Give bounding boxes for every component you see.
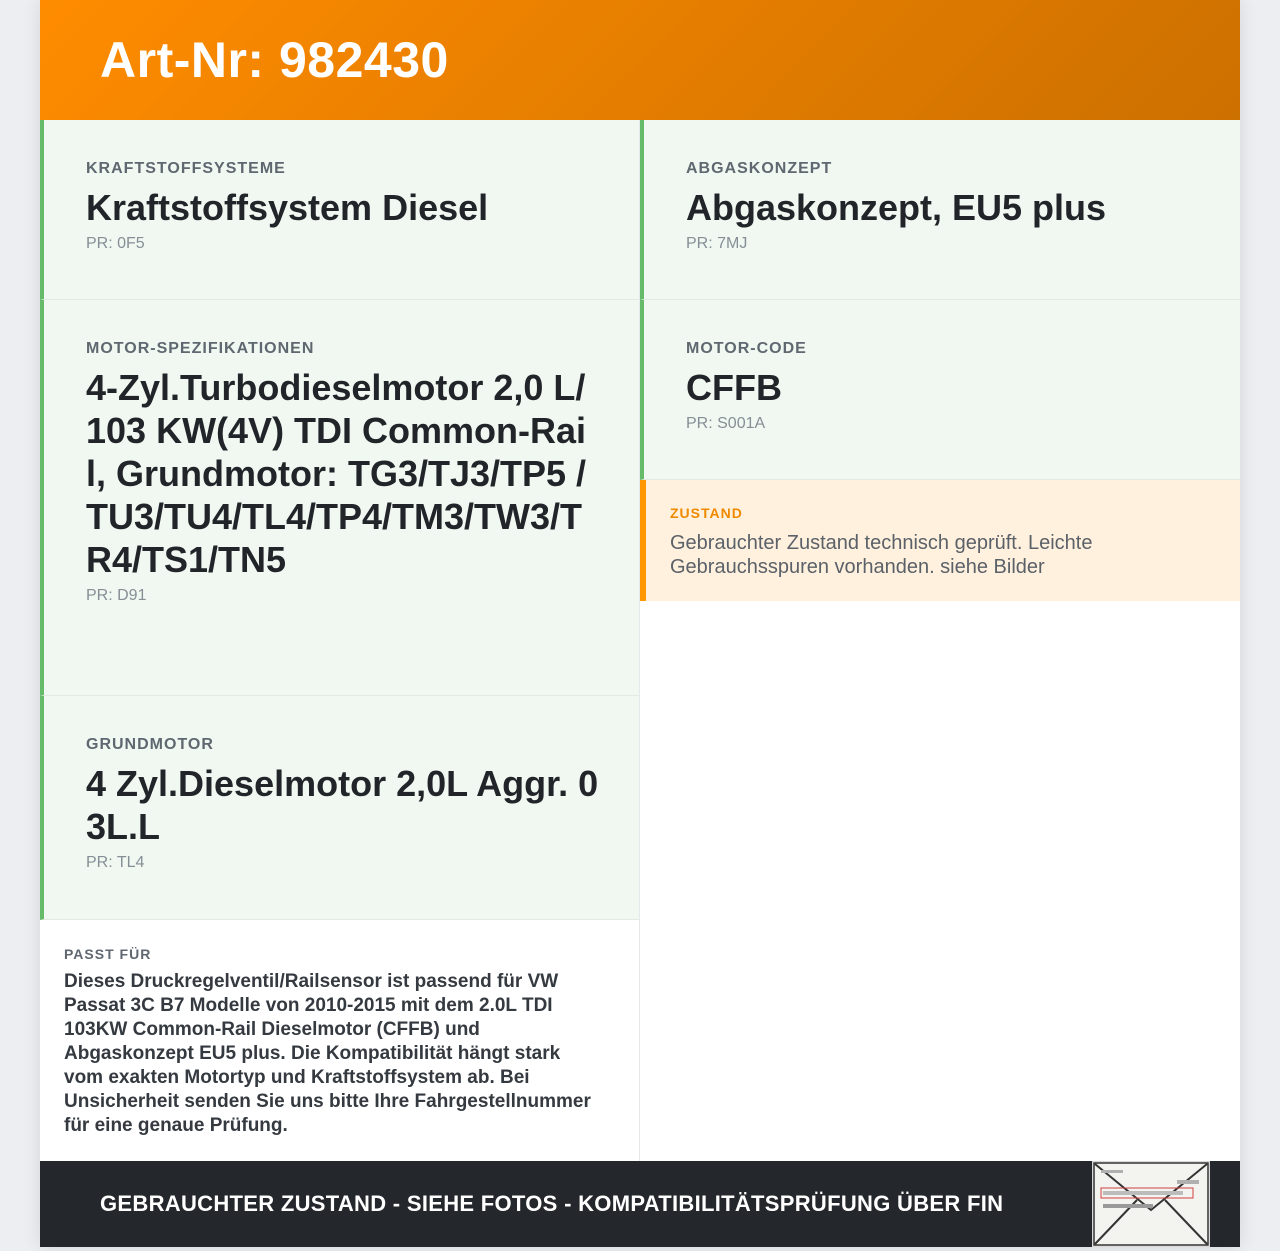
motor-spec-card [40,300,639,696]
page-header [40,0,1240,120]
footer-note: GEBRAUCHTER ZUSTAND - SIEHE FOTOS - KOMPATIBILITÄTSPRÜFUNG ÜBER FIN [100,1191,1004,1216]
right-column [640,120,1240,1161]
base-motor-value: 4 Zyl.Dieselmotor 2,0L Aggr. 03L.L [86,763,599,847]
engine-code-value: CFFB [686,367,782,408]
compatibility-text: Dieses Druckregelventil/Railsensor ist passend für VW Passat 3C B7 Modelle von 2010-2015 mit dem 2.0L TDI 103KW Common-Rail Dieselmotor (CFFB) und Abgaskonzept EU5 plus. Die Kompatibilität hängt stark vom exakten Motortyp und Kraftstoffsystem ab. Bei Unsicherheit senden Sie uns bitte Ihre Fahrgestellnummer für eine genaue Prüfung. [64,971,591,1136]
left-column [40,120,640,1161]
motor-spec-value: 4-Zyl.Turbodieselmotor 2,0 L/103 KW(4V) TDI Common-Rail, Grundmotor: TG3/TJ3/TP5 /TU3/TU4/TL4/TP4/TM3/TW3/TR4/TS1/TN5 [86,367,587,580]
emission-pr: PR: 7MJ [686,235,748,252]
condition-box [640,480,1240,601]
vehicle-document-image [1093,1162,1209,1246]
emission-label: ABGASKONZEPT [686,160,833,177]
motor-spec-pr: PR: D91 [86,587,147,604]
engine-code-label: MOTOR-CODE [686,340,807,357]
emission-value: Abgaskonzept, EU5 plus [686,187,1107,228]
condition-text: Gebrauchter Zustand technisch geprüft. Leichte Gebrauchsspuren vorhanden. siehe Bilder [670,532,1093,578]
fuel-system-label: KRAFTSTOFFSYSTEME [86,160,286,177]
engine-code-card [640,300,1240,480]
base-motor-card [40,696,639,920]
fuel-system-pr: PR: 0F5 [86,235,145,252]
motor-spec-label: MOTOR-SPEZIFIKATIONEN [86,340,315,357]
fuel-system-card [40,120,639,300]
compatibility-label: PASST FÜR [64,946,152,962]
emission-card [640,120,1240,300]
fuel-system-value: Kraftstoffsystem Diesel [86,187,489,228]
compatibility-section [40,920,639,1138]
condition-label: ZUSTAND [670,505,743,521]
page-title: Art-Nr: 982430 [100,32,449,88]
product-photo-thumbnail[interactable] [1092,1161,1210,1247]
spec-grid [40,120,1240,1161]
product-page [40,0,1240,1247]
base-motor-label: GRUNDMOTOR [86,736,214,753]
engine-code-pr: PR: S001A [686,415,766,432]
base-motor-pr: PR: TL4 [86,854,145,871]
footer-bar [40,1161,1240,1247]
